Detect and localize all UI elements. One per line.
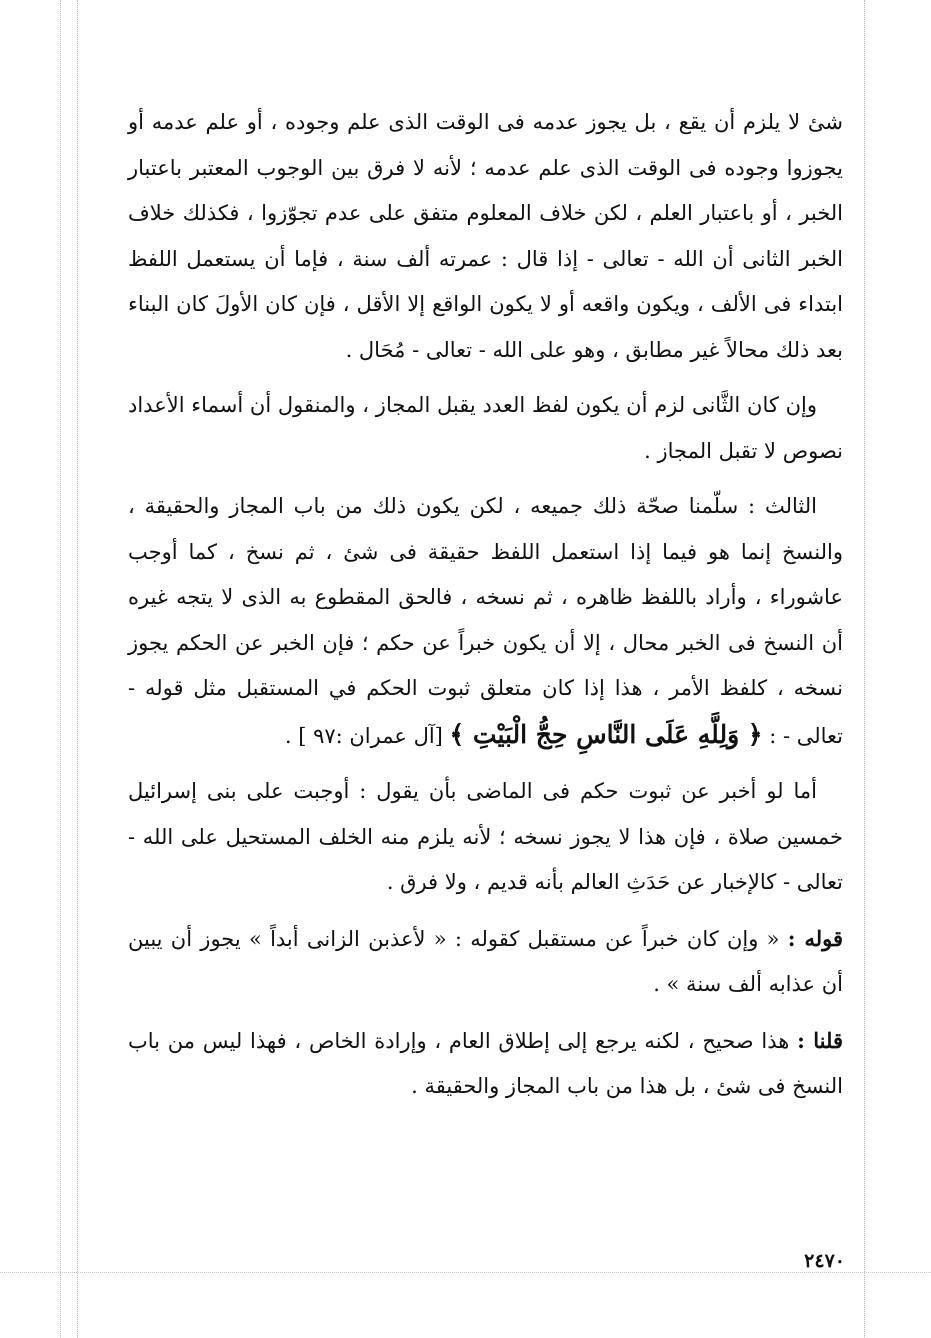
page-number: ٢٤٧٠ [804,1250,845,1272]
paragraph-3 [128,484,843,759]
scan-guide-line-left [60,0,61,1338]
paragraph-5-text: « وإن كان خبراً عن مستقبل كقوله : « لأعذبن الزانى أبداً » يجوز أن يبين أن عذابه ألف سنة » . [128,926,843,996]
paragraph-4 [128,769,843,906]
verse-citation: [آل عمران :٩٧ ] . [284,723,443,748]
page-body [128,100,843,1120]
scan-guide-line-left-inner [77,0,78,1338]
paragraph-5 [128,916,843,1008]
quran-verse: ﴿ وَلِلَّهِ عَلَى النَّاسِ حِجُّ الْبَيْتِ ﴾ [449,719,763,749]
paragraph-1 [128,100,843,373]
paragraph-6 [128,1018,843,1110]
paragraph-1-text: شئ لا يلزم أن يقع ، بل يجوز عدمه فى الوقت الذى علم وجوده ، أو علم عدمه أو يجوزوا وجوده فى الوقت الذى علم عدمه ؛ لأنه لا فرق بين الوجوب المعتبر باعتبار الخبر ، أو باعتبار العلم ، لكن خلاف المعلوم متفق على عدم تجوّزوا ، فكذلك خلاف الخبر الثانى أن الله - تعالى - إذا قال : عمرته ألف سنة ، فإما أن يستعمل اللفظ ابتداء فى الألف ، ويكون واقعه أو لا يكون الواقع إلا الأقل ، فإن كان الأولَ كان البناء بعد ذلك محالاً غير مطابق ، وهو على الله - تعالى - مُحَال . [128,110,843,362]
paragraph-5-lead: قوله : [787,925,843,951]
paragraph-4-text: أما لو أخبر عن ثبوت حكم فى الماضى بأن يقول : أوجبت على بنى إسرائيل خمسين صلاة ، فإن هذا لا يجوز نسخه ؛ لأنه يلزم منه الخلف المستحيل على الله - تعالى - كالإخبار عن حَدَثِ العالم بأنه قديم ، ولا فرق . [128,779,843,894]
paragraph-6-lead: قلنا : [797,1027,843,1053]
paragraph-2-text: وإن كان الثَّانى لزم أن يكون لفظ العدد يقبل المجاز ، والمنقول أن أسماء الأعداد نصوص لا تقبل المجاز . [128,393,843,463]
scan-guide-line-bottom [0,1272,931,1273]
paragraph-2 [128,383,843,474]
scan-guide-line-right [864,0,865,1338]
paragraph-3-text: الثالث : سلّمنا صحّة ذلك جميعه ، لكن يكون ذلك من باب المجاز والحقيقة ، والنسخ إنما هو فيما إذا استعمل اللفظ حقيقة فى شئ ، ثم نسخ ، كما أوجب عاشوراء ، وأراد باللفظ ظاهره ، ثم نسخه ، فالحق المقطوع به الذى لا يتجه غيره أن النسخ فى الخبر محال ، إلا أن يكون خبراً عن حكم ؛ فإن الخبر عن الحكم يجوز نسخه ، كلفظ الأمر ، هذا إذا كان متعلق ثبوت الحكم في المستقبل مثل قوله - تعالى - : [128,494,843,748]
paragraph-6-text: هذا صحيح ، لكنه يرجع إلى إطلاق العام ، وإرادة الخاص ، فهذا ليس من باب النسخ فى شئ ، بل هذا من باب المجاز والحقيقة . [128,1028,843,1098]
